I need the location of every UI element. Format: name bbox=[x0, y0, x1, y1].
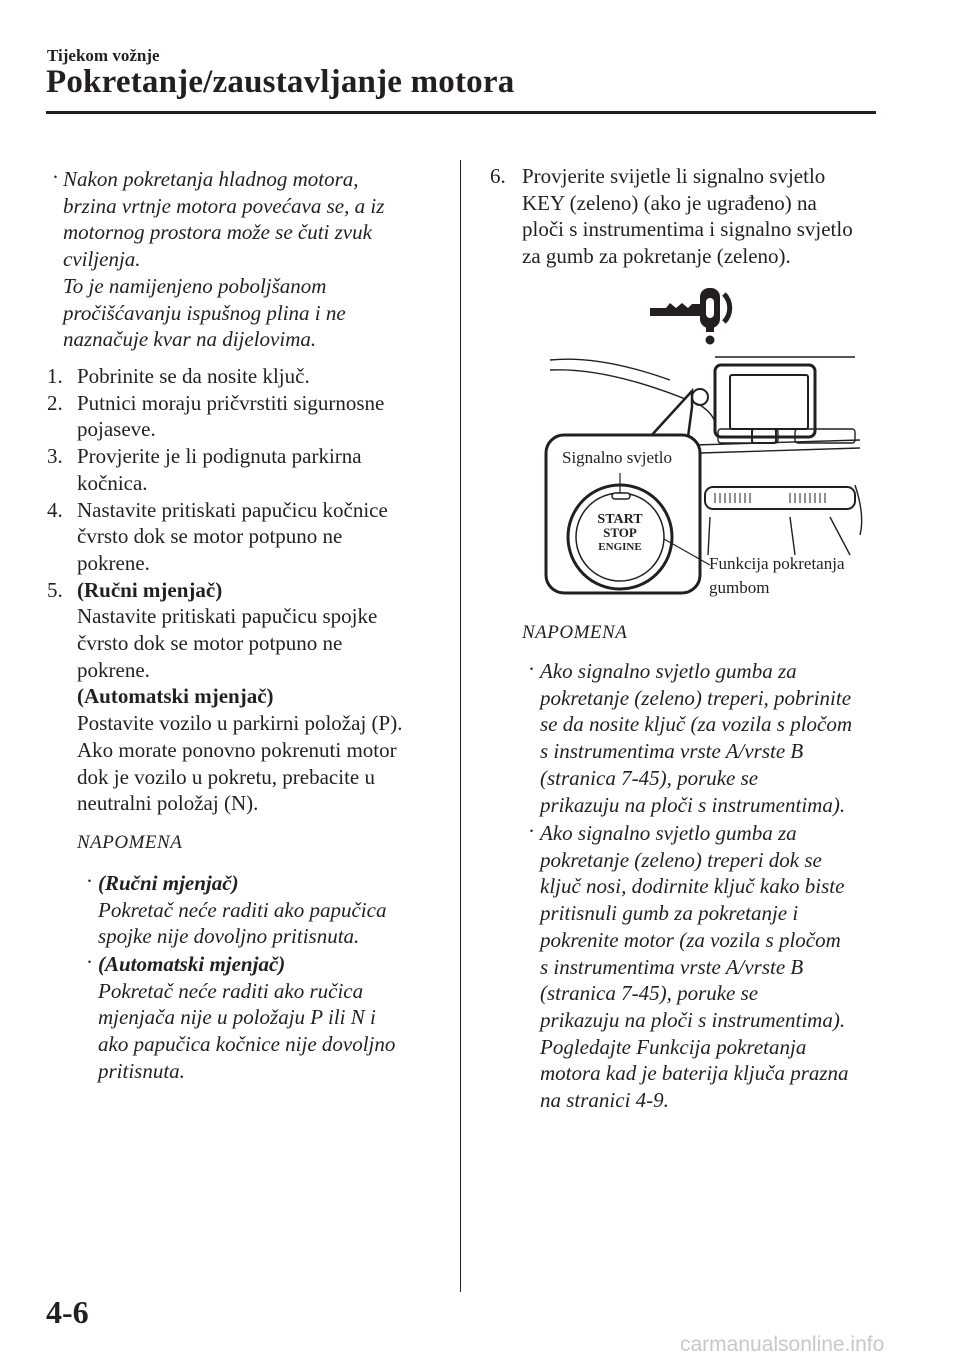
note-heading: NAPOMENA bbox=[77, 832, 183, 853]
text-line: pokretanje (zeleno) treperi dok se bbox=[540, 847, 822, 872]
button-label-stop: STOP bbox=[603, 525, 637, 540]
text-line: To je namijenjeno poboljšanom bbox=[63, 273, 327, 298]
note-heading: NAPOMENA bbox=[522, 622, 628, 643]
page-title: Pokretanje/zaustavljanje motora bbox=[46, 64, 515, 100]
text-line: brzina vrtnje motora povećava se, a iz bbox=[63, 193, 385, 218]
step-number: 2. bbox=[47, 390, 63, 415]
text-line: čvrsto dok se motor potpuno ne bbox=[77, 631, 343, 656]
header-rule bbox=[46, 111, 876, 114]
text-line: ploči s instrumentima i signalno svjetlo bbox=[522, 217, 853, 242]
text-line: neutralni položaj (N). bbox=[77, 791, 259, 816]
text-line: s instrumentima vrste A/vrste B bbox=[540, 739, 804, 764]
bullet-dot: · bbox=[86, 869, 93, 893]
text-line: pročišćavanju ispušnog plina i ne bbox=[63, 300, 346, 325]
step-item bbox=[47, 577, 447, 817]
step-item bbox=[47, 497, 447, 577]
step-number: 5. bbox=[47, 577, 63, 602]
text-line: ako papučica kočnice nije dovoljno bbox=[98, 1032, 396, 1057]
intro-bullet bbox=[52, 165, 385, 353]
text-line: motora kad je baterija ključa prazna bbox=[540, 1061, 849, 1086]
text-line: prikazuju na ploči s instrumentima). bbox=[540, 1007, 846, 1032]
button-label-engine: ENGINE bbox=[598, 541, 642, 553]
text-line: Nastavite pritiskati papučicu kočnice bbox=[77, 497, 388, 522]
bullet-dot: · bbox=[528, 819, 535, 843]
watermark: carmanualsonline.info bbox=[680, 1333, 885, 1356]
text-line: za gumb za pokretanje (zeleno). bbox=[522, 244, 791, 269]
bullet-dot: · bbox=[86, 950, 93, 974]
text-line: dok je vozilo u pokretu, prebacite u bbox=[77, 764, 375, 789]
page-number: 4-6 bbox=[46, 1294, 89, 1330]
note-subheading: (Automatski mjenjač) bbox=[98, 952, 286, 976]
text-line: motornog prostora može se čuti zvuk bbox=[63, 220, 372, 245]
callout-signal-light: Signalno svjetlo bbox=[562, 448, 673, 467]
text-line: Nastavite pritiskati papučicu spojke bbox=[77, 604, 378, 629]
step-item bbox=[47, 390, 447, 443]
text-line: mjenjača nije u položaju P ili N i bbox=[98, 1005, 376, 1030]
note-bullet bbox=[86, 869, 387, 950]
text-line: pokrene. bbox=[77, 657, 150, 682]
text-line: kočnica. bbox=[77, 470, 148, 495]
note-bullet bbox=[528, 819, 849, 1114]
text-line: čvrsto dok se motor potpuno ne bbox=[77, 524, 343, 549]
text-line: (stranica 7-45), poruke se bbox=[540, 765, 759, 790]
text-line: Pobrinite se da nosite ključ. bbox=[77, 364, 310, 388]
text-line: Putnici moraju pričvrstiti sigurnosne bbox=[77, 390, 385, 415]
section-label: Tijekom vožnje bbox=[47, 46, 160, 65]
step-number: 3. bbox=[47, 444, 63, 469]
text-line: pritisnuta. bbox=[98, 1058, 185, 1083]
text-line: (stranica 7-45), poruke se bbox=[540, 981, 759, 1006]
note-bullet bbox=[86, 950, 396, 1085]
text-line: prikazuju na ploči s instrumentima). bbox=[540, 792, 846, 817]
text-line: pokretanje (zeleno) treperi, pobrinite bbox=[540, 685, 852, 710]
text-line: Pokretač neće raditi ako papučica bbox=[98, 897, 387, 922]
text-line: pokrenite motor (za vozila s pločom bbox=[540, 927, 841, 952]
column-divider bbox=[460, 160, 461, 1292]
step-item bbox=[47, 363, 447, 390]
note-subheading: (Ručni mjenjač) bbox=[98, 871, 239, 895]
text-line: Nakon pokretanja hladnog motora, bbox=[63, 167, 359, 191]
key-warning-icon bbox=[648, 284, 748, 346]
text-line: Ako morate ponovno pokrenuti motor bbox=[77, 737, 397, 762]
button-label-start: START bbox=[597, 512, 643, 527]
text-line: se da nosite ključ (za vozila s pločom bbox=[540, 712, 853, 737]
text-line: Pogledajte Funkcija pokretanja bbox=[540, 1034, 807, 1059]
text-line: naznačuje kvar na dijelovima. bbox=[63, 327, 317, 352]
text-line: Postavite vozilo u parkirni položaj (P). bbox=[77, 711, 403, 736]
text-line: Ako signalno svjetlo gumba za bbox=[540, 821, 797, 845]
text-line: Pokretač neće raditi ako ručica bbox=[98, 978, 364, 1003]
bullet-dot: · bbox=[528, 657, 535, 681]
text-line: spojke nije dovoljno pritisnuta. bbox=[98, 924, 360, 949]
step-item bbox=[490, 163, 890, 270]
text-line: Provjerite svijetle li signalno svjetlo bbox=[522, 164, 826, 188]
text-line: pojaseve. bbox=[77, 417, 156, 442]
step-subheading: (Ručni mjenjač) bbox=[77, 577, 223, 602]
text-line: cviljenja. bbox=[63, 247, 141, 272]
text-line: pritisnuli gumb za pokretanje i bbox=[540, 901, 799, 926]
text-line: Ako signalno svjetlo gumba za bbox=[540, 659, 797, 683]
callout-start-function bbox=[709, 552, 845, 600]
callout-line: gumbom bbox=[709, 578, 770, 597]
text-line: s instrumentima vrste A/vrste B bbox=[540, 954, 804, 979]
step-number: 1. bbox=[47, 364, 63, 388]
step-item bbox=[47, 443, 447, 496]
step-subheading: (Automatski mjenjač) bbox=[77, 684, 274, 709]
bullet-dot: · bbox=[52, 165, 59, 189]
steps-list bbox=[47, 363, 447, 817]
note-bullet bbox=[528, 657, 853, 818]
callout-line: Funkcija pokretanja bbox=[709, 554, 845, 573]
text-line: ključ nosi, dodirnite ključ kako biste bbox=[540, 874, 845, 899]
text-line: pokrene. bbox=[77, 550, 150, 575]
step-number: 4. bbox=[47, 497, 63, 522]
text-line: KEY (zeleno) (ako je ugrađeno) na bbox=[522, 190, 817, 215]
step-number: 6. bbox=[490, 164, 506, 188]
text-line: Provjerite je li podignuta parkirna bbox=[77, 444, 362, 469]
text-line: na stranici 4-9. bbox=[540, 1088, 669, 1113]
